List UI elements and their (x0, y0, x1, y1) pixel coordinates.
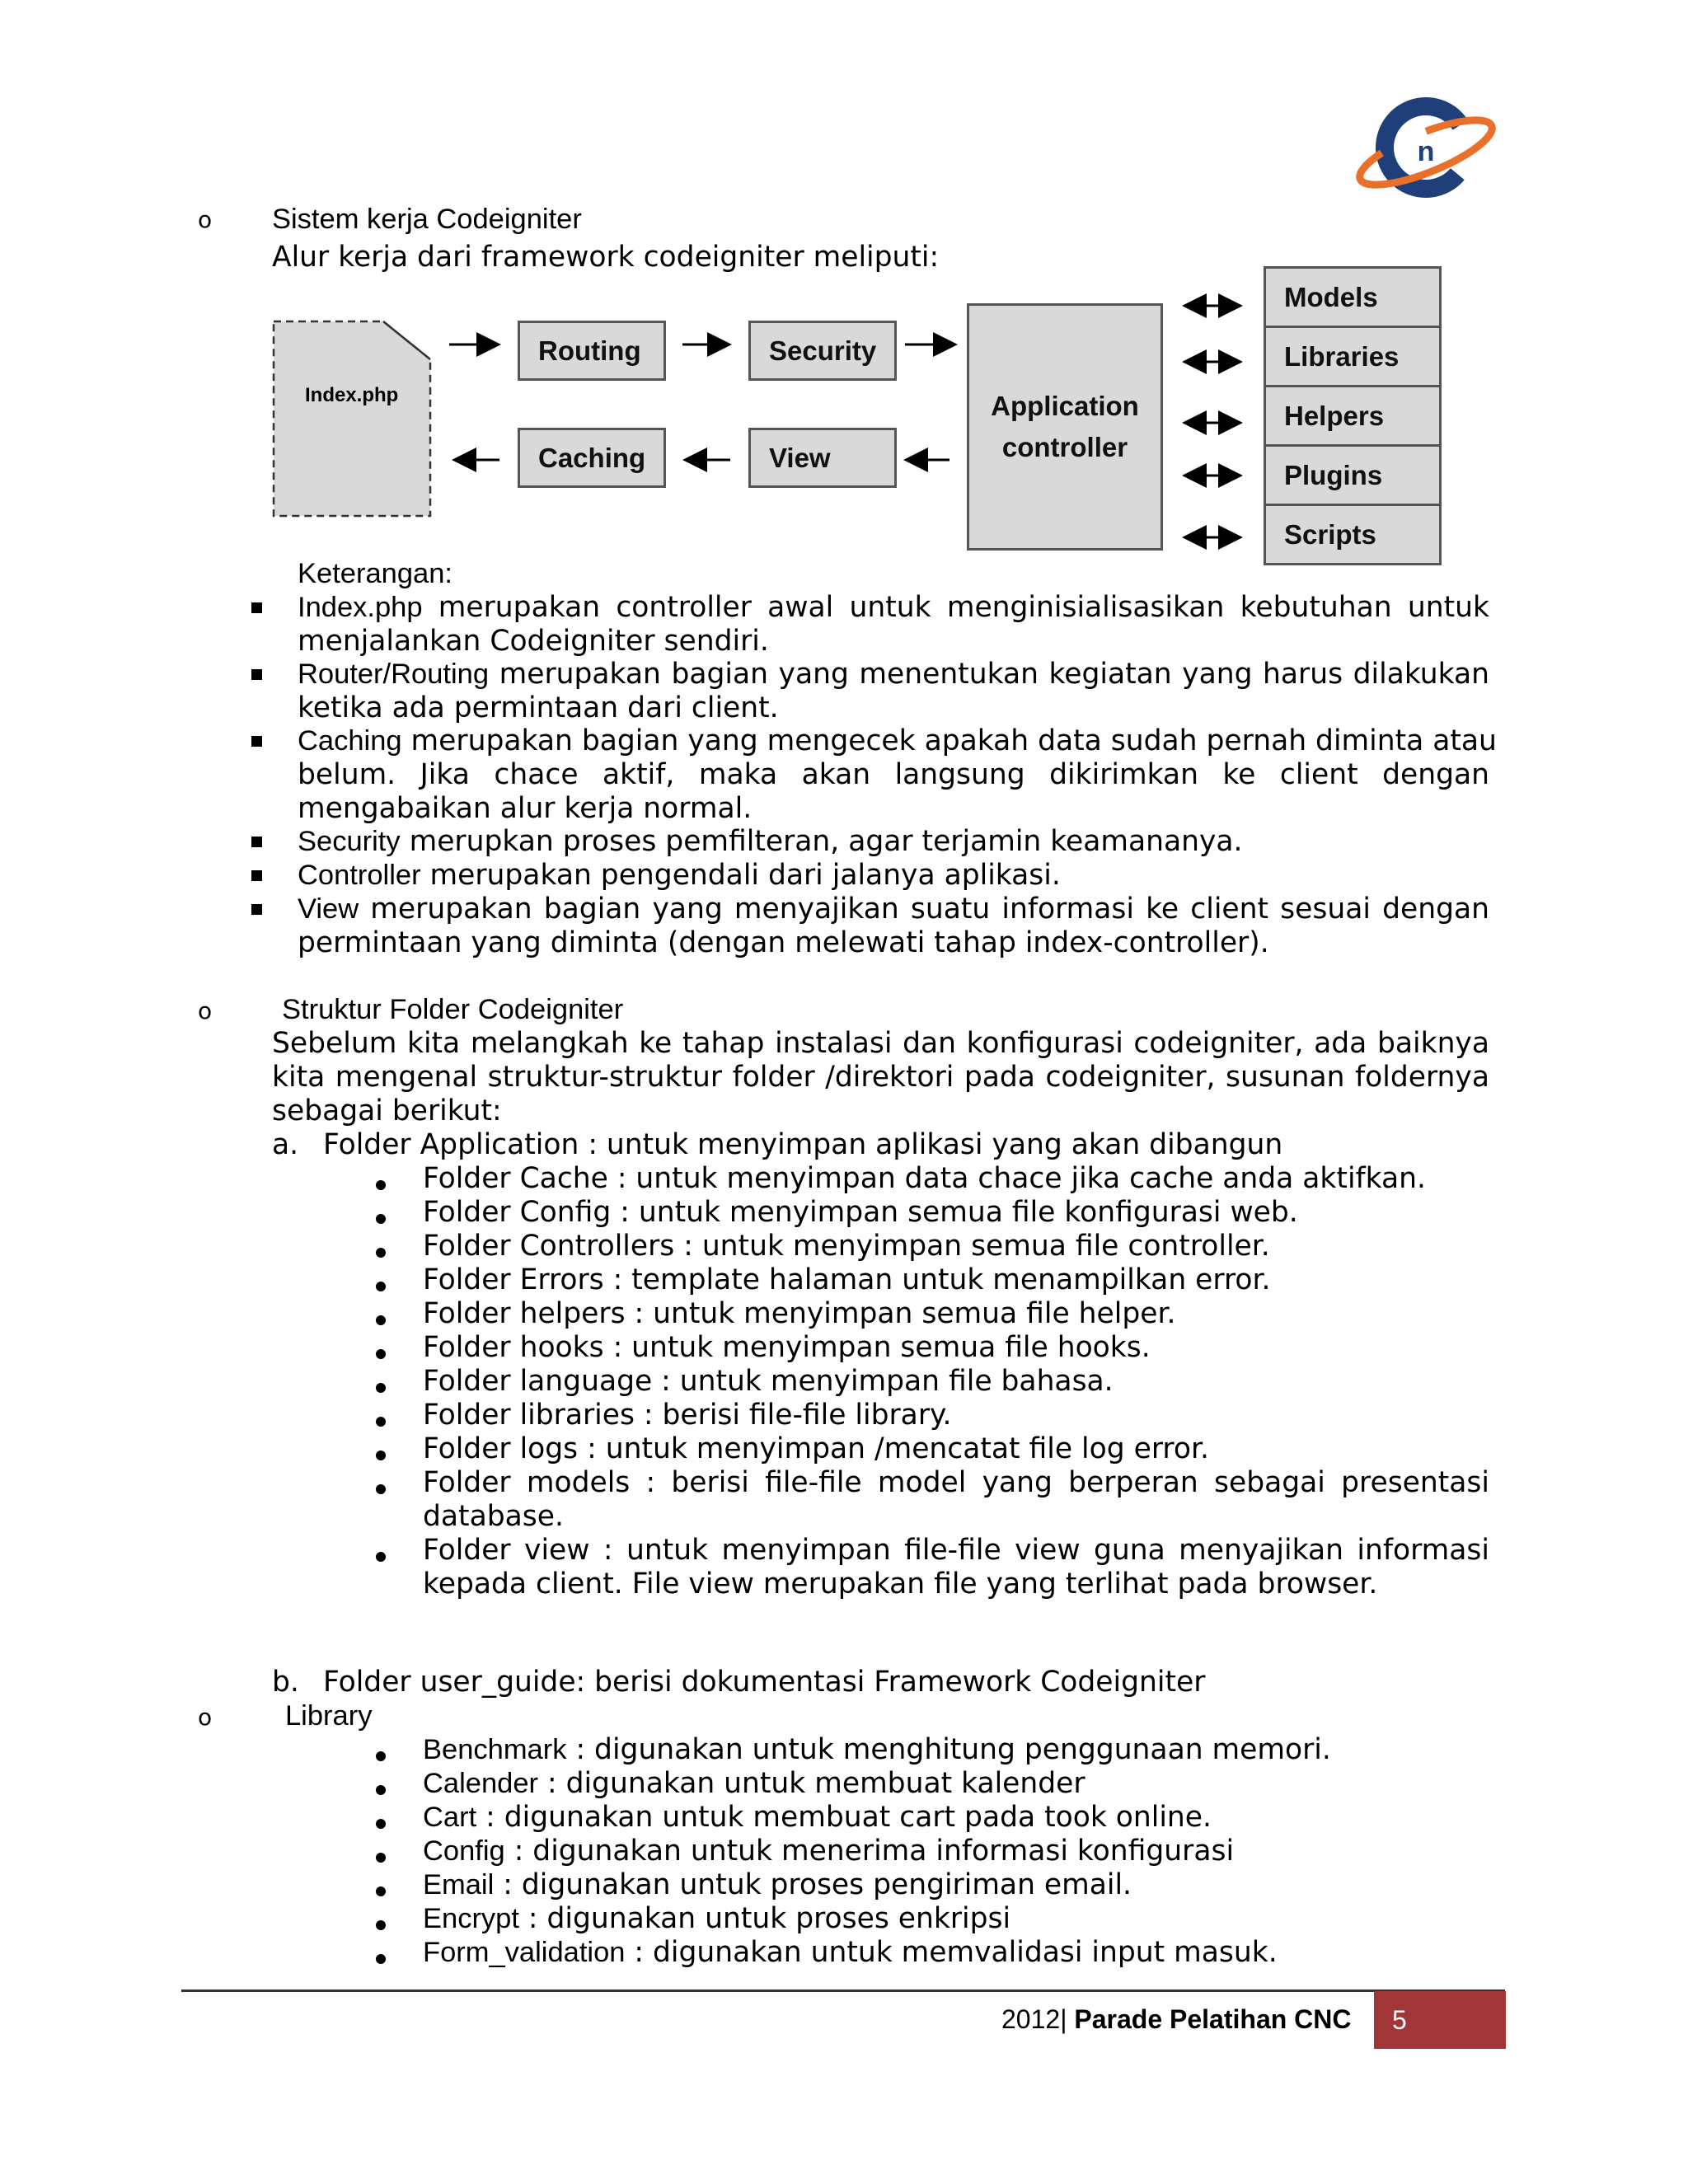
list-b-label: b. (272, 1666, 299, 1699)
section-bullet: o (198, 997, 213, 1024)
round-bullet (376, 1282, 386, 1291)
security-box: Security (748, 321, 897, 381)
square-bullet (251, 904, 262, 915)
round-bullet (376, 1214, 386, 1224)
round-bullet (376, 1349, 386, 1359)
library-calender (423, 1767, 1085, 1801)
struktur-p3: sebagai berikut: (272, 1094, 502, 1127)
folder-user-guide: Folder user_guide: berisi dokumentasi Framework Codeigniter (323, 1666, 1206, 1699)
library-encrypt (423, 1902, 1010, 1936)
term-caching: Caching (298, 725, 402, 757)
folder-controllers: Folder Controllers : untuk menyimpan semua file controller. (423, 1230, 1270, 1263)
term-view: View (298, 893, 359, 925)
square-bullet (251, 736, 262, 747)
desc-routing-2: ketika ada permintaan dari client. (298, 691, 779, 724)
lib-desc: : digunakan untuk membuat cart pada took online. (476, 1801, 1212, 1834)
folder-helpers: Folder helpers : untuk menyimpan semua file helper. (423, 1297, 1176, 1330)
desc-view-1: merupakan bagian yang menyajikan suatu informasi ke client sesuai dengan (359, 893, 1489, 926)
lib-desc: : digunakan untuk memvalidasi input masuk. (625, 1936, 1278, 1969)
section-title-library: Library (285, 1700, 373, 1732)
round-bullet (376, 1819, 386, 1829)
desc-index-1: merupakan controller awal untuk menginisialisasikan kebutuhan untuk (422, 591, 1489, 624)
folder-cache: Folder Cache : untuk menyimpan data chace jika cache anda aktifkan. (423, 1162, 1427, 1195)
folder-view-2: kepada client. File view merupakan file yang terlihat pada browser. (423, 1568, 1378, 1601)
lib-term: Config (423, 1835, 505, 1867)
view-box: View (748, 428, 897, 488)
section-title-struktur: Struktur Folder Codeigniter (282, 994, 624, 1025)
lib-term: Encrypt (423, 1903, 519, 1934)
struktur-p1: Sebelum kita melangkah ke tahap instalasi dan konfigurasi codeigniter, ada baiknya (272, 1027, 1489, 1060)
folder-models-1: Folder models : berisi file-file model yang berperan sebagai presentasi (423, 1466, 1489, 1499)
cnc-logo-icon (1352, 95, 1500, 202)
desc-caching-1: merupakan bagian yang mengecek apakah data sudah pernah diminta atau (401, 724, 1497, 757)
component-scripts: Scripts (1264, 504, 1442, 565)
lib-desc: : digunakan untuk menghitung penggunaan memori. (566, 1733, 1331, 1766)
round-bullet (376, 1886, 386, 1896)
routing-box: Routing (518, 321, 666, 381)
desc-caching-3: mengabaikan alur kerja normal. (298, 792, 753, 825)
folder-config: Folder Config : untuk menyimpan semua file konfigurasi web. (423, 1196, 1298, 1229)
library-benchmark (423, 1733, 1331, 1767)
term-controller: Controller (298, 860, 421, 891)
round-bullet (376, 1383, 386, 1393)
bullet-view (298, 893, 1489, 926)
folder-application: Folder Application : untuk menyimpan aplikasi yang akan dibangun (323, 1128, 1283, 1161)
round-bullet (376, 1180, 386, 1190)
component-libraries: Libraries (1264, 326, 1442, 387)
library-cart (423, 1801, 1212, 1835)
square-bullet (251, 669, 262, 680)
folder-hooks: Folder hooks : untuk menyimpan semua file hooks. (423, 1331, 1151, 1364)
round-bullet (376, 1484, 386, 1494)
term-index: Index.php (298, 592, 423, 623)
lib-term: Calender (423, 1768, 539, 1799)
page-number: 5 (1374, 1991, 1506, 2049)
folder-models-2: database. (423, 1500, 564, 1533)
square-bullet (251, 602, 262, 613)
round-bullet (376, 1920, 386, 1930)
term-security: Security (298, 826, 401, 857)
component-models: Models (1264, 266, 1442, 328)
caching-box: Caching (518, 428, 666, 488)
desc-index-2: menjalankan Codeigniter sendiri. (298, 625, 769, 658)
footer-year: 2012 (1001, 2004, 1061, 2034)
desc-routing-1: merupakan bagian yang menentukan kegiatan yang harus dilakukan (489, 658, 1489, 691)
lib-desc: : digunakan untuk proses pengiriman email. (494, 1868, 1132, 1901)
folder-language: Folder language : untuk menyimpan file bahasa. (423, 1365, 1114, 1398)
desc-view-2: permintaan yang diminta (dengan melewati tahap index-controller). (298, 926, 1269, 959)
lib-term: Email (423, 1869, 495, 1900)
square-bullet (251, 870, 262, 881)
lib-term: Benchmark (423, 1734, 567, 1765)
section-bullet: o (198, 206, 213, 233)
lib-desc: : digunakan untuk menerima informasi konfigurasi (504, 1835, 1235, 1868)
round-bullet (376, 1417, 386, 1427)
section-title-sistem: Sistem kerja Codeigniter (272, 204, 582, 235)
footer-sep: | (1060, 2004, 1067, 2034)
component-helpers: Helpers (1264, 385, 1442, 447)
folder-libraries: Folder libraries : berisi file-file library. (423, 1399, 952, 1432)
library-form-validation (423, 1936, 1278, 1970)
workflow-diagram (272, 262, 1442, 575)
round-bullet (376, 1451, 386, 1460)
round-bullet (376, 1552, 386, 1562)
bullet-security (298, 825, 1243, 859)
round-bullet (376, 1315, 386, 1325)
round-bullet (376, 1751, 386, 1761)
desc-caching-2: belum. Jika chace aktif, maka akan langsung dikirimkan ke client dengan (298, 758, 1489, 791)
svg-text:n: n (1417, 136, 1435, 167)
lib-desc: : digunakan untuk membuat kalender (538, 1767, 1085, 1800)
folder-logs: Folder logs : untuk menyimpan /mencatat file log error. (423, 1432, 1209, 1465)
bullet-routing (298, 658, 1489, 691)
square-bullet (251, 837, 262, 847)
round-bullet (376, 1248, 386, 1258)
struktur-p2: kita mengenal struktur-struktur folder /direktori pada codeigniter, susunan foldernya (272, 1061, 1489, 1094)
round-bullet (376, 1785, 386, 1795)
diagram-arrows (272, 262, 1442, 575)
component-plugins: Plugins (1264, 444, 1442, 506)
desc-controller: merupakan pengendali dari jalanya aplikasi. (420, 859, 1061, 892)
bullet-caching (298, 724, 1497, 758)
folder-view-1: Folder view : untuk menyimpan file-file view guna menyajikan informasi (423, 1534, 1489, 1567)
bullet-controller (298, 859, 1061, 893)
footer-rule (181, 1990, 1505, 1992)
lib-term: Cart (423, 1802, 477, 1833)
app-line2: controller (1001, 432, 1128, 462)
intro-text: Alur kerja dari framework codeigniter meliputi: (272, 241, 940, 274)
round-bullet (376, 1853, 386, 1863)
lib-desc: : digunakan untuk proses enkripsi (518, 1902, 1011, 1935)
lib-term: Form_validation (423, 1937, 626, 1968)
round-bullet (376, 1954, 386, 1964)
index-label: Index.php (305, 384, 399, 406)
bullet-index (298, 591, 1489, 625)
keterangan-label: Keterangan: (298, 558, 452, 589)
library-email (423, 1868, 1132, 1902)
folder-errors: Folder Errors : template halaman untuk menampilkan error. (423, 1263, 1271, 1296)
list-a-label: a. (272, 1128, 299, 1161)
desc-security: merupkan proses pemfilteran, agar terjamin keamananya. (400, 825, 1243, 858)
footer-title: Parade Pelatihan CNC (1074, 2004, 1352, 2034)
term-routing: Router/Routing (298, 658, 490, 690)
app-line1: Application (991, 391, 1139, 421)
library-config (423, 1835, 1234, 1868)
section-bullet: o (198, 1704, 213, 1731)
footer-text (1001, 2003, 1352, 2036)
